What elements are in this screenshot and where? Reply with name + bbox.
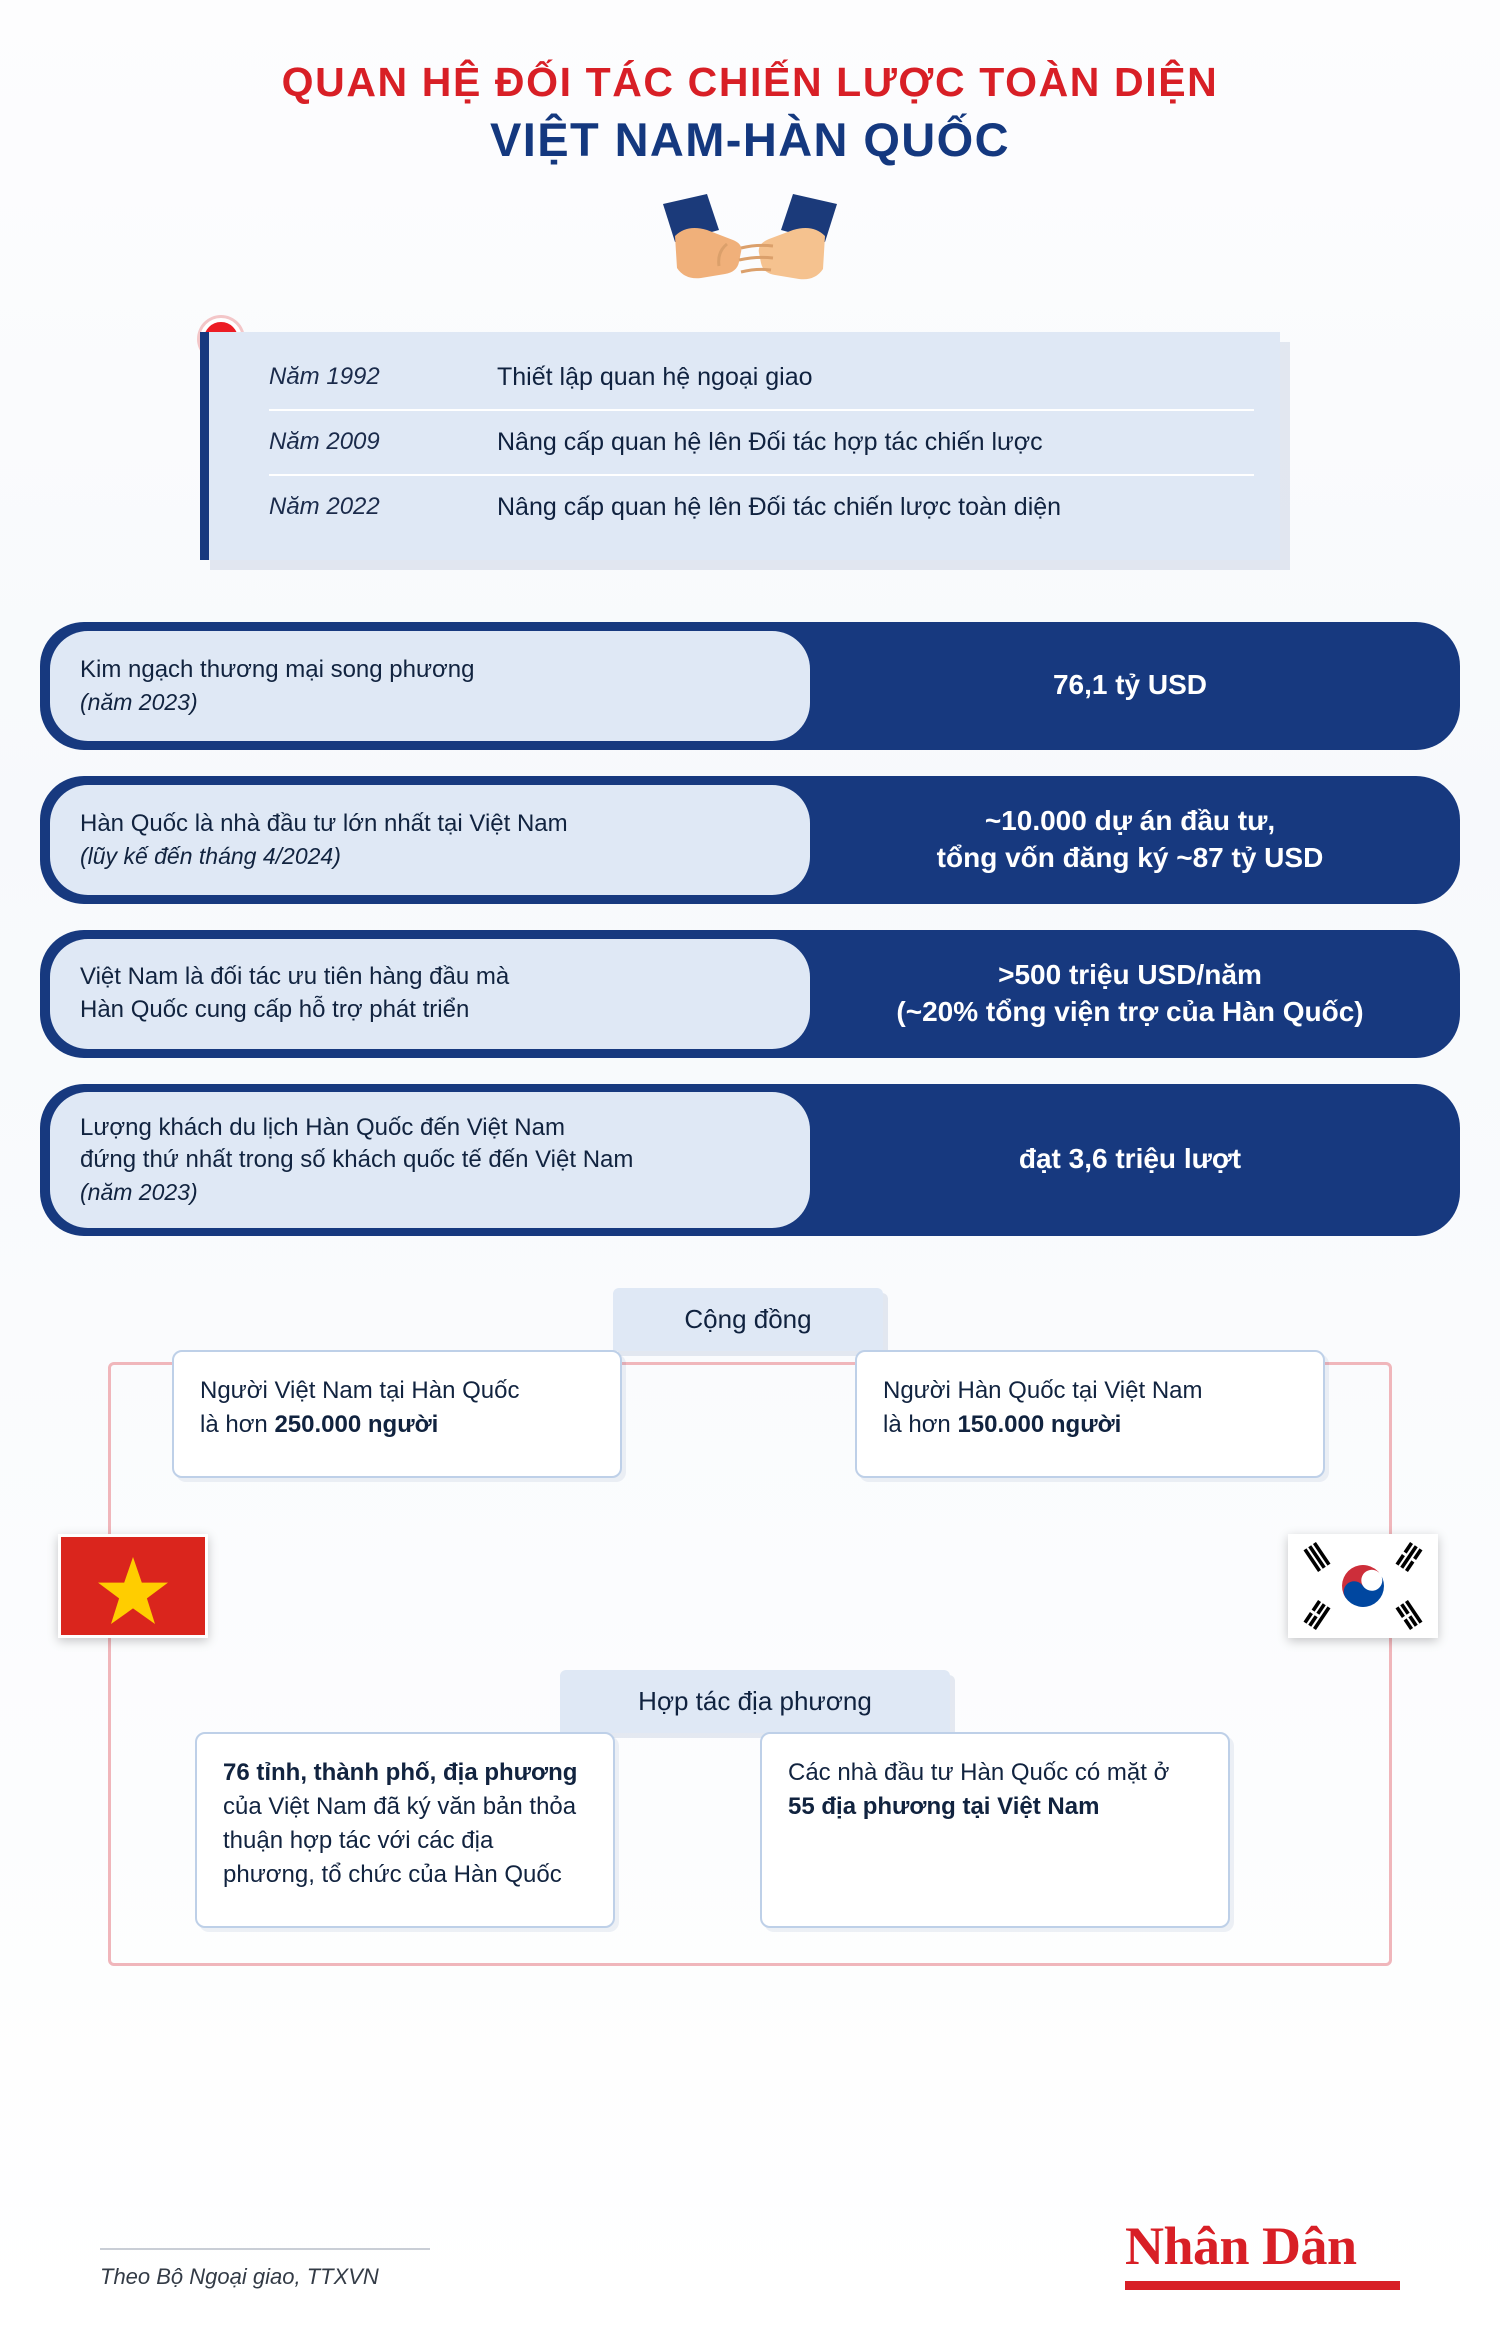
stat-label-note: (năm 2023) bbox=[80, 688, 198, 715]
logo-underline bbox=[1125, 2281, 1400, 2290]
stat-row-oda bbox=[40, 930, 1460, 1058]
local-cooperation-chip: Hợp tác địa phương bbox=[560, 1670, 950, 1733]
south-korea-flag-icon bbox=[1288, 1534, 1438, 1638]
card-text: của Việt Nam đã ký văn bản thỏa thuận hợp tác với các địa phương, tổ chức của Hàn Quốc bbox=[223, 1792, 577, 1888]
card-local-korea bbox=[760, 1732, 1230, 1928]
stat-row-trade bbox=[40, 622, 1460, 750]
timeline-year: Năm 2022 bbox=[269, 493, 380, 521]
community-and-local-section bbox=[0, 1288, 1500, 1988]
divider bbox=[100, 2248, 430, 2250]
stat-label-block bbox=[50, 1092, 810, 1228]
stat-row-tourism bbox=[40, 1084, 1460, 1236]
stat-label-block bbox=[50, 939, 810, 1049]
card-koreans-in-vietnam bbox=[855, 1350, 1325, 1478]
stat-value-block bbox=[810, 1141, 1450, 1178]
card-line1: Người Việt Nam tại Hàn Quốc bbox=[200, 1376, 520, 1404]
card-line2-value: 150.000 người bbox=[957, 1410, 1122, 1438]
statistics-section bbox=[0, 622, 1500, 1236]
stat-value-line1: 76,1 tỷ USD bbox=[1052, 669, 1208, 701]
timeline-text: Nâng cấp quan hệ lên Đối tác chiến lược toàn diện bbox=[497, 492, 1062, 521]
card-text: Các nhà đầu tư Hàn Quốc có mặt ở bbox=[788, 1758, 1170, 1786]
timeline-row bbox=[269, 476, 1254, 539]
vietnam-flag-icon bbox=[58, 1534, 208, 1638]
stat-label: Kim ngạch thương mại song phương bbox=[80, 656, 475, 684]
stat-label: Lượng khách du lịch Hàn Quốc đến Việt Nam bbox=[80, 1113, 565, 1141]
stat-value-line1: >500 triệu USD/năm bbox=[998, 958, 1262, 990]
stat-value-block bbox=[810, 957, 1450, 1031]
stat-row-investment bbox=[40, 776, 1460, 904]
stat-value-line2: tổng vốn đăng ký ~87 tỷ USD bbox=[936, 841, 1324, 873]
timeline-year: Năm 1992 bbox=[269, 363, 380, 391]
stat-label-line2: Hàn Quốc cung cấp hỗ trợ phát triển bbox=[80, 995, 470, 1023]
timeline-row bbox=[269, 346, 1254, 411]
stat-label-note: (lũy kế đến tháng 4/2024) bbox=[80, 842, 341, 869]
timeline-text: Thiết lập quan hệ ngoại giao bbox=[497, 362, 813, 391]
page-title-primary: QUAN HỆ ĐỐI TÁC CHIẾN LƯỢC TOÀN DIỆN bbox=[281, 59, 1219, 105]
timeline-box bbox=[200, 332, 1280, 560]
source-block bbox=[100, 2234, 430, 2290]
publisher-logo bbox=[1125, 2215, 1400, 2290]
header bbox=[0, 0, 1500, 296]
stat-value-line1: ~10.000 dự án đầu tư, bbox=[984, 804, 1276, 836]
card-line2-prefix: là hơn bbox=[200, 1410, 275, 1438]
card-highlight: 76 tỉnh, thành phố, địa phương bbox=[223, 1758, 578, 1786]
stat-label-block bbox=[50, 785, 810, 895]
footer bbox=[0, 2215, 1500, 2290]
timeline-section bbox=[0, 332, 1500, 560]
stat-label-block bbox=[50, 631, 810, 741]
card-vietnamese-in-korea bbox=[172, 1350, 622, 1478]
handshake-icon bbox=[645, 186, 855, 296]
card-line2-value: 250.000 người bbox=[274, 1410, 439, 1438]
stat-value-block bbox=[810, 667, 1450, 704]
community-chip: Cộng đồng bbox=[613, 1288, 883, 1351]
publisher-name: Nhân Dân bbox=[1125, 2216, 1357, 2276]
source-text: Theo Bộ Ngoại giao, TTXVN bbox=[100, 2264, 379, 2289]
page-title-secondary: VIỆT NAM-HÀN QUỐC bbox=[490, 113, 1010, 167]
stat-label: Hàn Quốc là nhà đầu tư lớn nhất tại Việt Nam bbox=[80, 810, 568, 838]
card-local-vietnam bbox=[195, 1732, 615, 1928]
card-line1: Người Hàn Quốc tại Việt Nam bbox=[883, 1376, 1203, 1404]
stat-label-line2: đứng thứ nhất trong số khách quốc tế đến Việt Nam bbox=[80, 1146, 634, 1174]
card-line2-prefix: là hơn bbox=[883, 1410, 958, 1438]
stat-label-note: (năm 2023) bbox=[80, 1178, 198, 1205]
timeline-row bbox=[269, 411, 1254, 476]
card-highlight: 55 địa phương tại Việt Nam bbox=[788, 1792, 1100, 1820]
stat-value-line2: (~20% tổng viện trợ của Hàn Quốc) bbox=[896, 995, 1364, 1027]
timeline-year: Năm 2009 bbox=[269, 428, 380, 456]
timeline-text: Nâng cấp quan hệ lên Đối tác hợp tác chiến lược bbox=[497, 427, 1043, 456]
stat-value-line1: đạt 3,6 triệu lượt bbox=[1018, 1143, 1242, 1175]
stat-value-block bbox=[810, 803, 1450, 877]
stat-label: Việt Nam là đối tác ưu tiên hàng đầu mà bbox=[80, 963, 510, 991]
